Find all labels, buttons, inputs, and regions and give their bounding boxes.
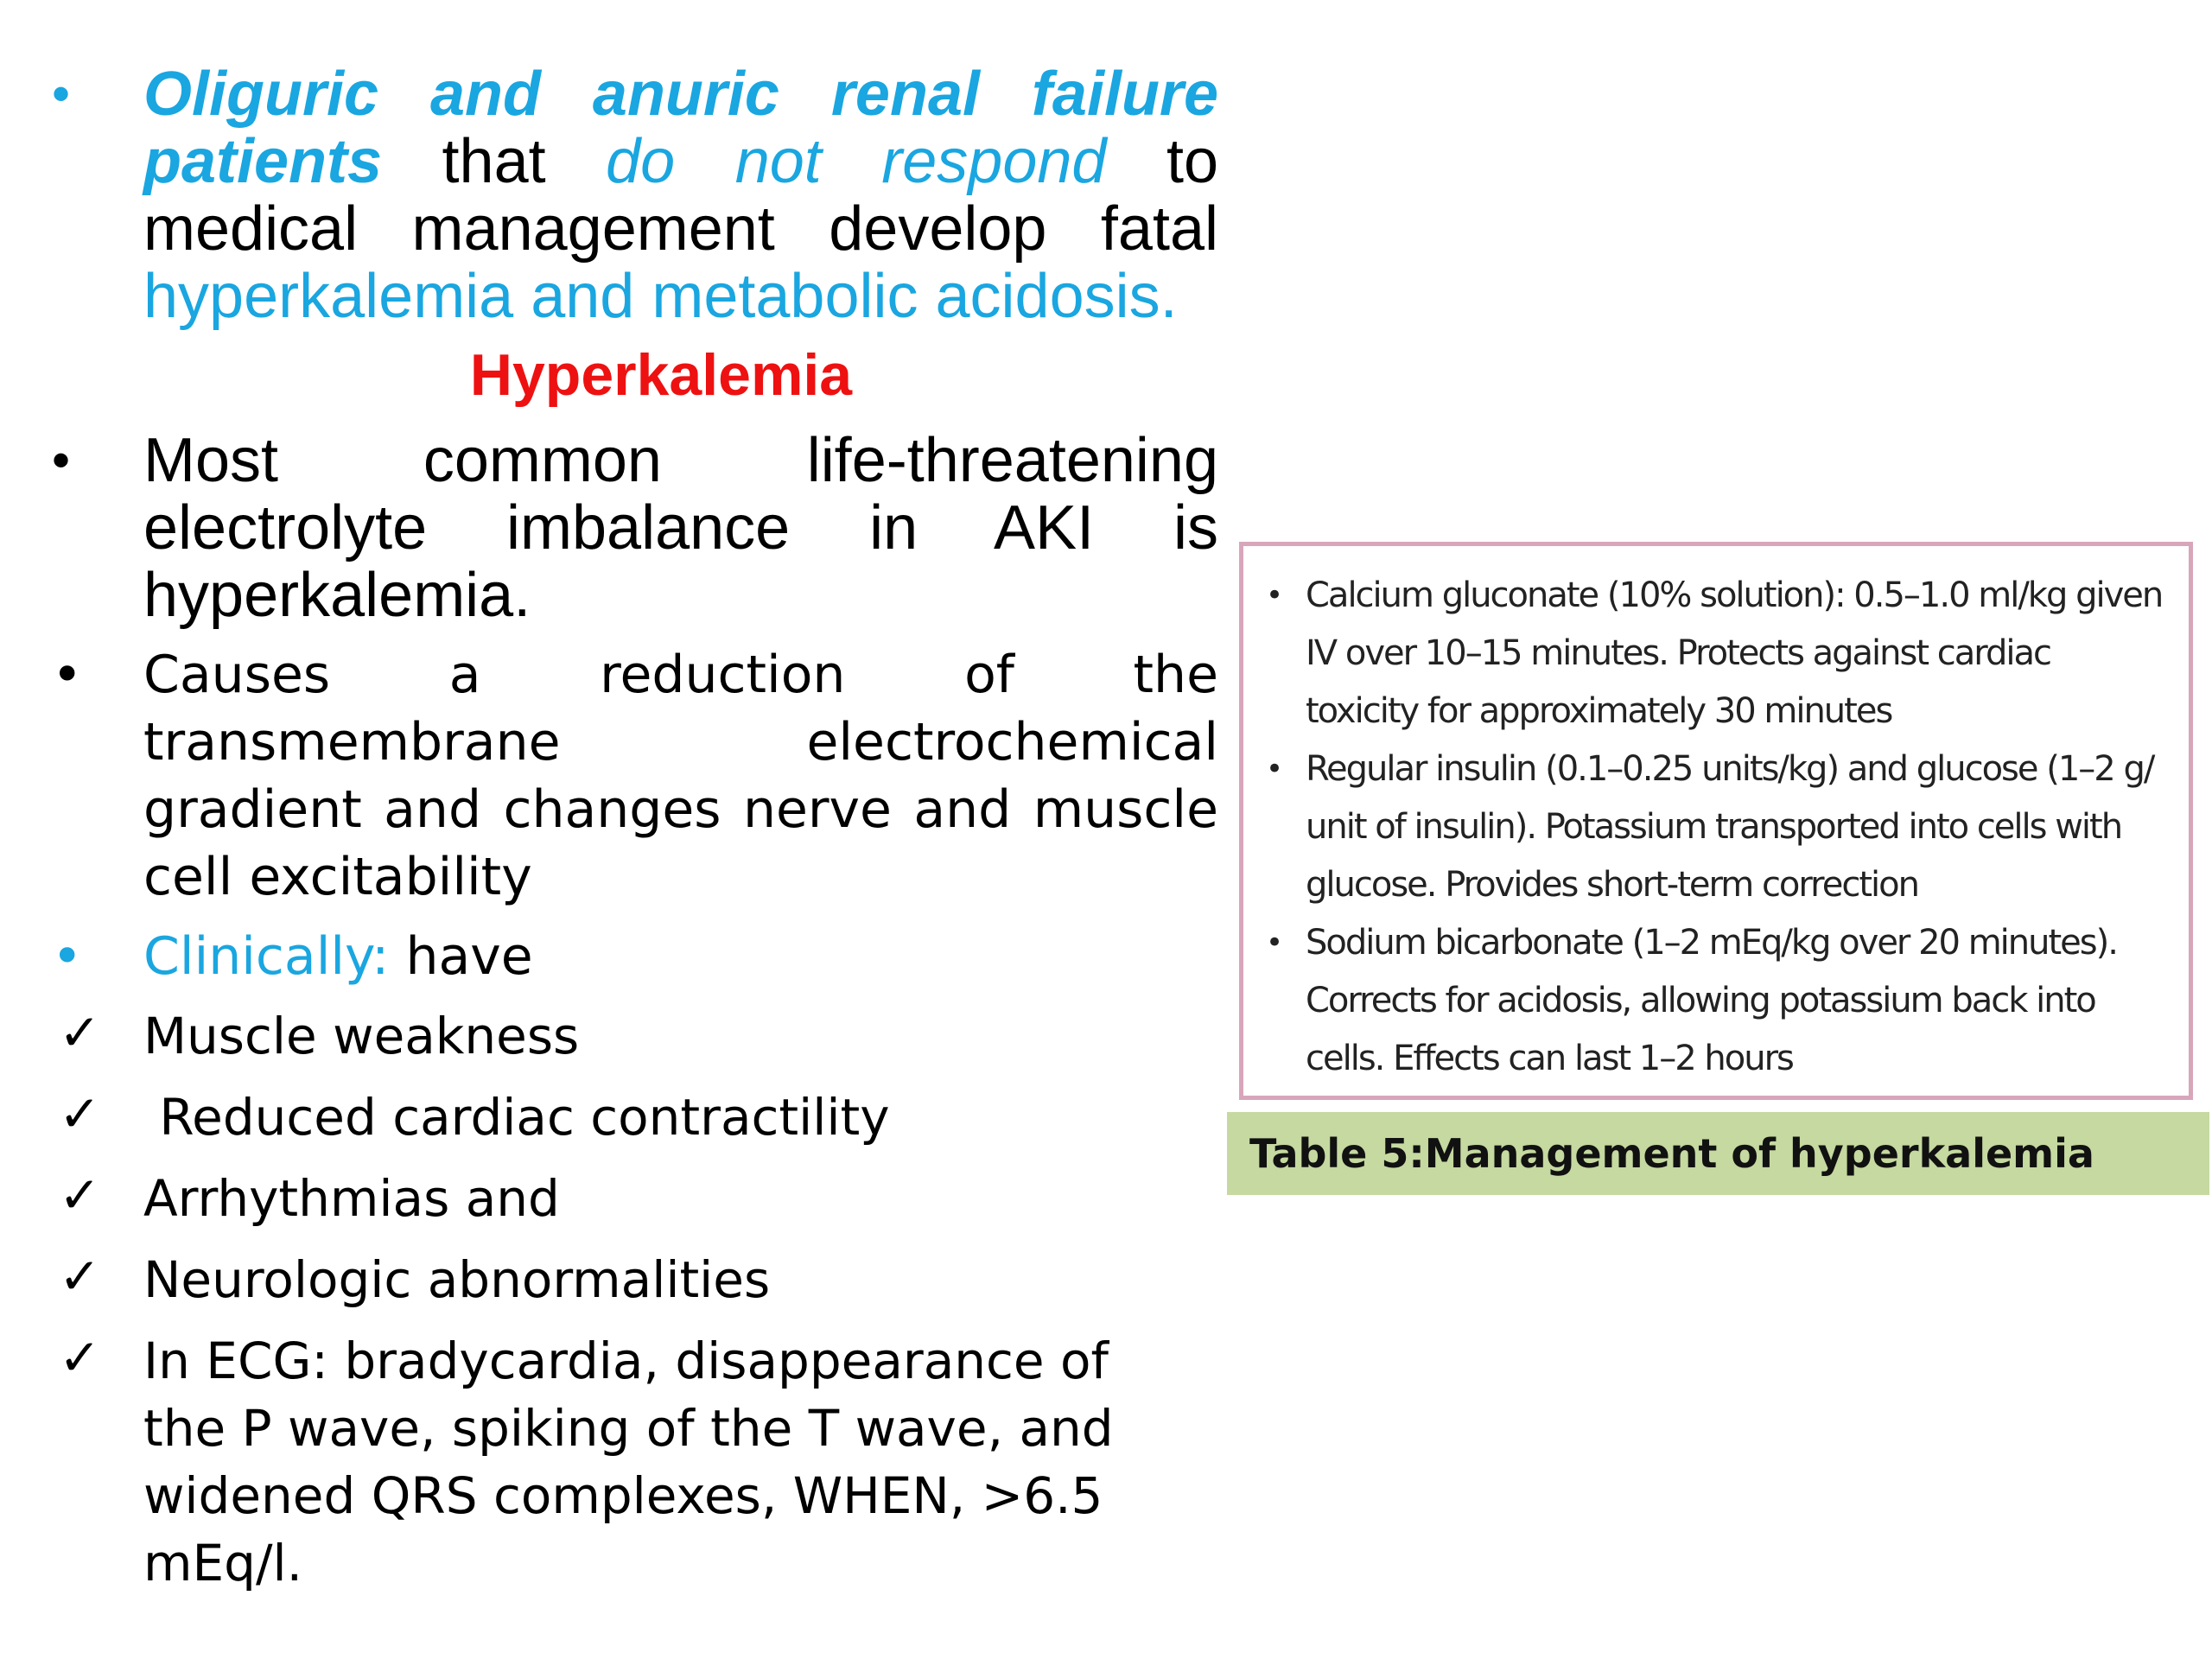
checkmark-icon: ✓ <box>59 1003 101 1062</box>
clinically-bullet <box>52 923 1218 990</box>
checkmark-icon: ✓ <box>59 1084 101 1143</box>
intro-text-2: to medical management develop fatal <box>143 127 1219 264</box>
check-item <box>52 1002 1218 1070</box>
table-item-text: Sodium bicarbonate (1–2 mEq/kg over 20 minutes). Corrects for acidosis, allowing potassium back into cells. Effects can last 1–2 hours <box>1306 923 2117 1078</box>
bullet-icon: • <box>52 926 83 987</box>
table-caption: Table 5:Management of hyperkalemia <box>1227 1112 2209 1195</box>
table-item-text: Calcium gluconate (10% solution): 0.5–1.0 ml/kg given IV over 10–15 minutes. Protects against cardiac toxicity for approximately 30 minutes <box>1306 575 2163 731</box>
check-item <box>52 1165 1218 1232</box>
check-text: Arrhythmias and <box>143 1169 560 1228</box>
intro-highlight: do not respond <box>606 127 1107 196</box>
table-item <box>1266 741 2163 914</box>
section-heading: Hyperkalemia <box>469 342 853 408</box>
bullet-item <box>52 427 1218 629</box>
clinically-text: have <box>389 926 533 987</box>
check-text: Muscle weakness <box>143 1007 580 1065</box>
bullet-icon: • <box>52 431 71 489</box>
clinically-label: Clinically: <box>143 926 390 987</box>
bullet-text: Most common life-threatening electrolyte imbalance in AKI is hyperkalemia. <box>143 426 1218 630</box>
check-text: In ECG: bradycardia, disappearance of the P wave, spiking of the T wave, and widened QRS complexes, WHEN, >6.5 mEq/l. <box>143 1332 1114 1592</box>
intro-outcome: hyperkalemia and metabolic acidosis. <box>143 262 1178 331</box>
bullet-icon: • <box>1266 752 1282 786</box>
table-item <box>1266 914 2163 1088</box>
table-item-text: Regular insulin (0.1–0.25 units/kg) and glucose (1–2 g/ unit of insulin). Potassium transported into cells with glucose. Provides short-term correction <box>1306 749 2154 905</box>
checkmark-icon: ✓ <box>59 1328 101 1387</box>
bullet-icon: • <box>52 645 83 705</box>
management-table <box>1239 542 2193 1100</box>
check-item <box>52 1246 1218 1313</box>
bullet-icon: • <box>1266 925 1282 960</box>
slide-content <box>52 60 1218 1611</box>
checkmark-icon: ✓ <box>59 1247 101 1306</box>
check-text: Neurologic abnormalities <box>143 1250 771 1309</box>
table-item <box>1266 567 2163 741</box>
check-item <box>52 1327 1218 1597</box>
intro-text: that <box>382 127 607 196</box>
check-item <box>52 1084 1218 1151</box>
bullet-text: Causes a reduction of the transmembrane electrochemical gradient and changes nerve and muscle cell excitability <box>143 645 1218 907</box>
bullet-icon: • <box>52 65 71 123</box>
check-text: Reduced cardiac contractility <box>143 1088 890 1147</box>
bullet-item <box>52 641 1218 911</box>
checkmark-icon: ✓ <box>59 1166 101 1224</box>
bullet-icon: • <box>1266 578 1282 613</box>
intro-emphasis: Oliguric and anuric renal failure patients <box>143 60 1218 196</box>
intro-bullet <box>52 60 1218 330</box>
